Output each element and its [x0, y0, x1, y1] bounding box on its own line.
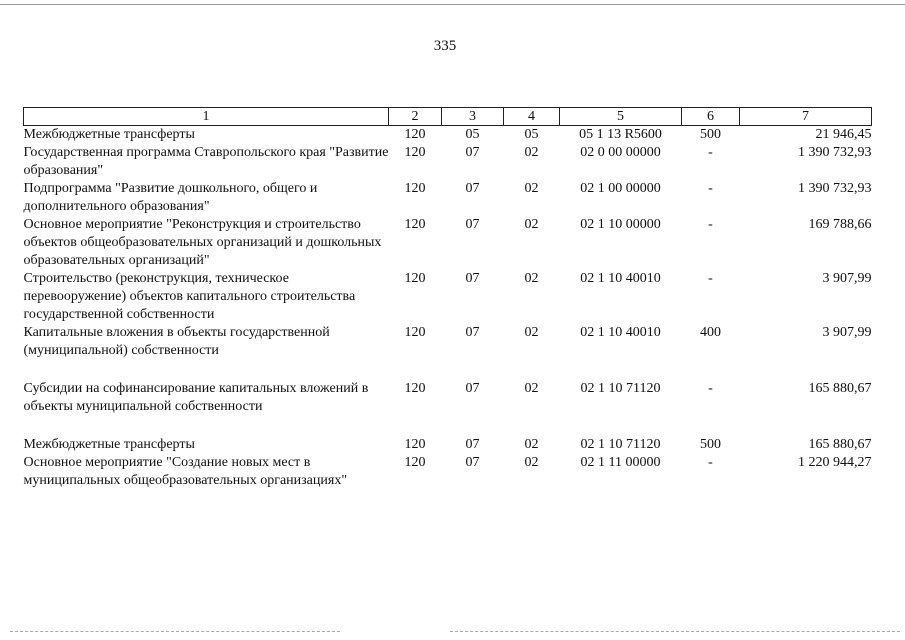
row-col-7: 3 907,99	[822, 271, 872, 286]
row-col-3: 07	[465, 437, 480, 452]
row-col-7: 1 220 944,27	[798, 455, 872, 470]
row-col-6: -	[708, 181, 713, 196]
row-col-4: 02	[524, 217, 539, 232]
table-row	[24, 380, 872, 436]
row-col-7: 169 788,66	[808, 217, 872, 232]
row-col-5: 02 1 00 00000	[580, 181, 661, 196]
row-col-6: 400	[700, 325, 721, 340]
row-col-4: 02	[524, 455, 539, 470]
scan-edge-top-line	[0, 4, 905, 5]
row-name: Капитальные вложения в объекты государственной (муниципальной) собственности	[23, 325, 330, 358]
row-col-2: 120	[404, 455, 426, 470]
row-col-2: 120	[404, 181, 426, 196]
row-col-7: 165 880,67	[808, 437, 872, 452]
row-col-2: 120	[404, 381, 426, 396]
header-col-7: 7	[740, 108, 872, 126]
row-col-5: 02 1 10 40010	[580, 271, 661, 286]
budget-table	[23, 107, 872, 490]
table-row	[24, 126, 872, 145]
row-col-6: 500	[700, 127, 721, 142]
row-name: Межбюджетные трансферты	[23, 127, 195, 142]
row-name: Государственная программа Ставропольского края "Развитие образования"	[23, 145, 389, 178]
row-col-4: 02	[524, 325, 539, 340]
row-col-3: 07	[465, 271, 480, 286]
row-col-5: 02 1 10 71120	[580, 437, 661, 452]
row-col-3: 05	[465, 127, 480, 142]
table-row	[24, 144, 872, 180]
table-row	[24, 180, 872, 216]
row-col-2: 120	[404, 437, 426, 452]
page-number: 335	[433, 38, 457, 54]
budget-table-container	[23, 107, 871, 490]
row-col-7: 1 390 732,93	[798, 145, 872, 160]
row-name: Межбюджетные трансферты	[23, 437, 195, 452]
row-col-4: 02	[524, 381, 539, 396]
row-name: Основное мероприятие "Реконструкция и строительство объектов общеобразовательных организаций и дошкольных образовательных организаций"	[23, 217, 382, 268]
row-col-6: -	[708, 217, 713, 232]
header-col-3: 3	[442, 108, 504, 126]
row-col-7: 165 880,67	[808, 381, 872, 396]
row-col-5: 02 1 10 71120	[580, 381, 661, 396]
row-col-5: 02 1 10 00000	[580, 217, 661, 232]
row-col-3: 07	[465, 455, 480, 470]
row-col-3: 07	[465, 217, 480, 232]
table-row	[24, 454, 872, 490]
scan-edge-bottom-line-right	[450, 631, 900, 633]
row-col-2: 120	[404, 271, 426, 286]
row-col-4: 05	[524, 127, 539, 142]
row-col-4: 02	[524, 145, 539, 160]
row-col-6: -	[708, 381, 713, 396]
row-col-5: 05 1 13 R5600	[579, 127, 662, 142]
row-col-5: 02 1 11 00000	[580, 455, 661, 470]
row-col-3: 07	[465, 381, 480, 396]
row-col-7: 21 946,45	[815, 127, 872, 142]
row-name: Основное мероприятие "Создание новых мест в муниципальных общеобразовательных организациях"	[23, 455, 348, 488]
row-col-3: 07	[465, 325, 480, 340]
row-col-2: 120	[404, 127, 426, 142]
row-col-2: 120	[404, 217, 426, 232]
row-col-5: 02 0 00 00000	[580, 145, 661, 160]
table-row	[24, 270, 872, 324]
row-col-6: 500	[700, 437, 721, 452]
table-row	[24, 216, 872, 270]
header-col-4: 4	[504, 108, 560, 126]
row-col-2: 120	[404, 325, 426, 340]
table-row	[24, 436, 872, 454]
row-name: Подпрограмма "Развитие дошкольного, общего и дополнительного образования"	[23, 181, 318, 214]
header-col-6: 6	[682, 108, 740, 126]
header-col-1: 1	[24, 108, 389, 126]
row-name: Строительство (реконструкция, техническое перевооружение) объектов капитального строительства государственной собственности	[23, 271, 356, 322]
row-col-6: -	[708, 271, 713, 286]
header-row	[24, 108, 872, 126]
row-col-7: 1 390 732,93	[798, 181, 872, 196]
row-col-7: 3 907,99	[822, 325, 872, 340]
header-col-2: 2	[389, 108, 442, 126]
scan-edge-bottom-line-left	[10, 631, 340, 633]
row-col-3: 07	[465, 145, 480, 160]
row-name: Субсидии на софинансирование капитальных вложений в объекты муниципальной собственности	[23, 381, 369, 414]
row-col-3: 07	[465, 181, 480, 196]
table-row	[24, 324, 872, 380]
header-col-5: 5	[560, 108, 682, 126]
row-col-2: 120	[404, 145, 426, 160]
row-col-4: 02	[524, 271, 539, 286]
row-col-6: -	[708, 455, 713, 470]
row-col-4: 02	[524, 181, 539, 196]
row-col-6: -	[708, 145, 713, 160]
row-col-5: 02 1 10 40010	[580, 325, 661, 340]
row-col-4: 02	[524, 437, 539, 452]
